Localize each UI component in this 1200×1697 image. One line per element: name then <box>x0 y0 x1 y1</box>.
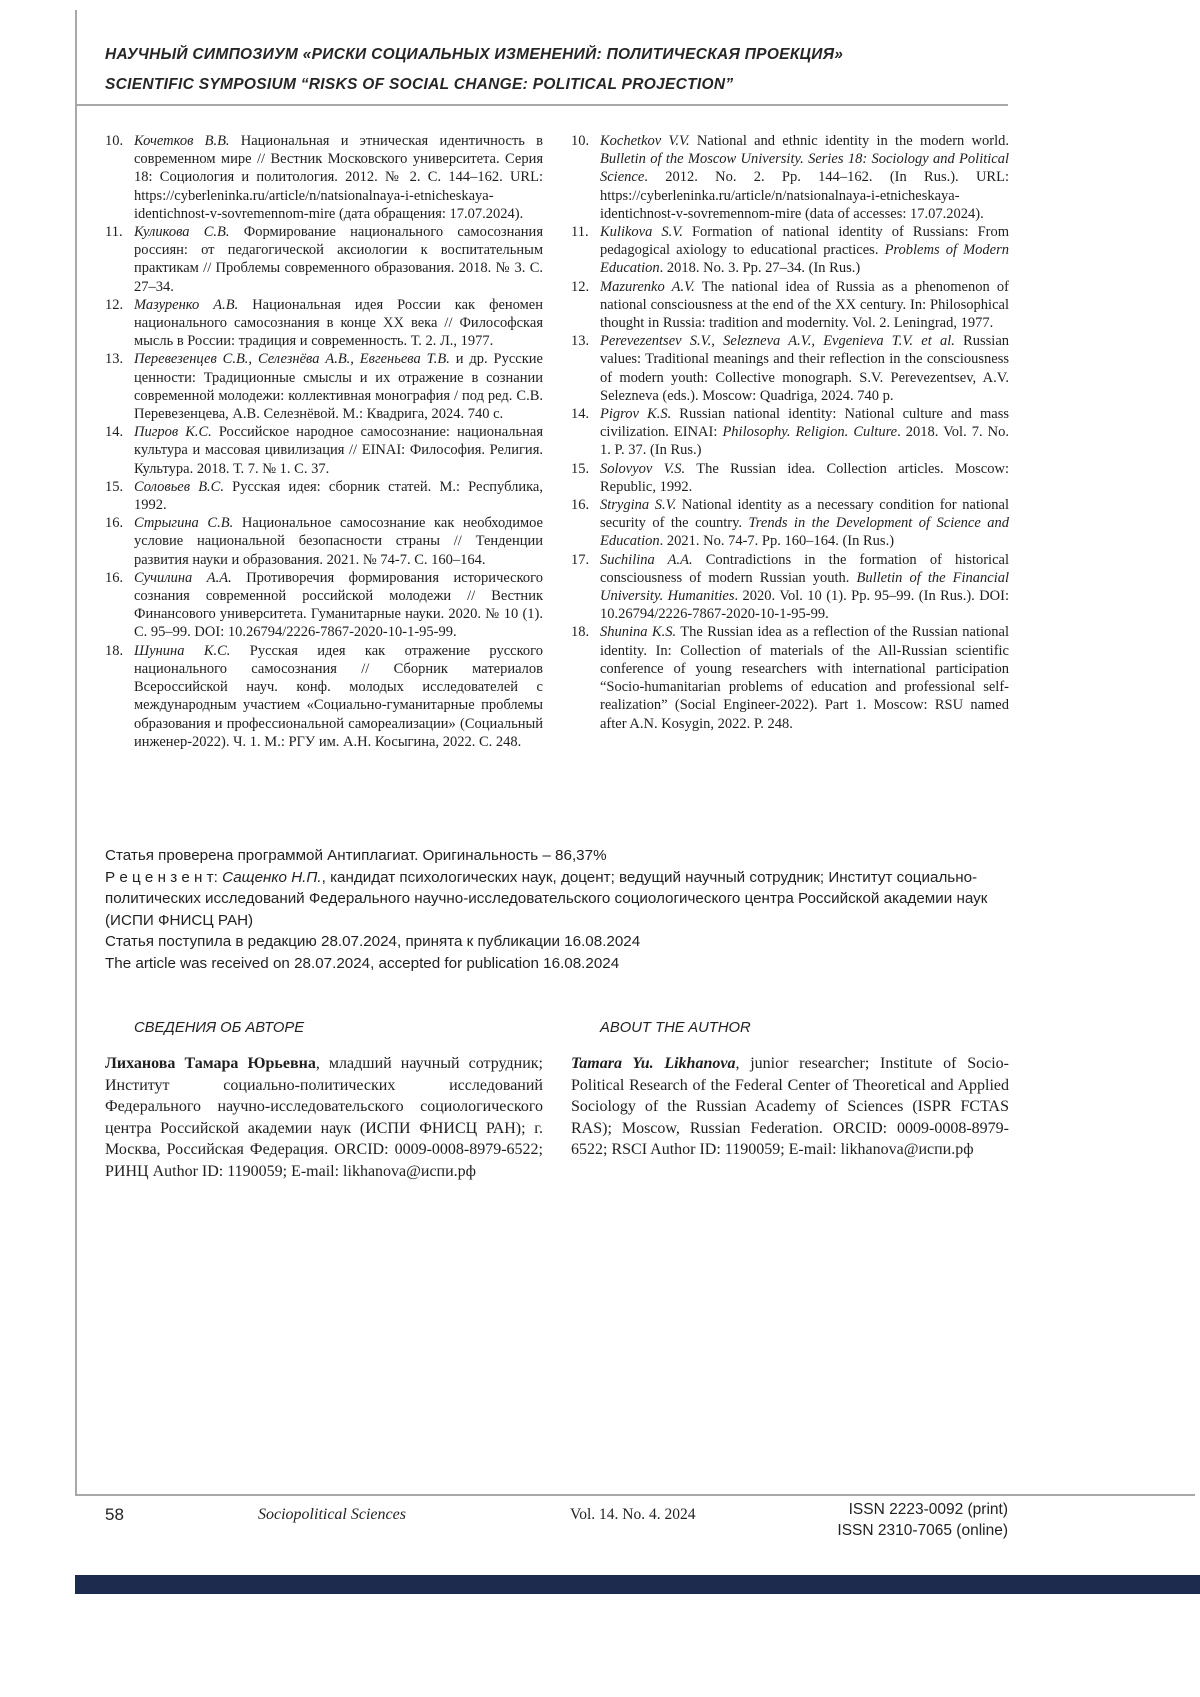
reference-number: 13. <box>571 333 590 350</box>
reference-number: 10. <box>105 133 124 149</box>
reference-item <box>105 350 543 423</box>
references-russian <box>105 132 543 751</box>
volume-issue: Vol. 14. No. 4. 2024 <box>570 1506 696 1523</box>
reference-text: Pigrov K.S. Russian national identity: National culture and mass civilization. EINAI: Philosophy. Religion. Culture. 2018. Vol. 7. No. 1. P. 37. (In Rus.) <box>600 406 1010 459</box>
reference-item <box>105 642 543 751</box>
reference-item <box>105 132 543 223</box>
reference-text: Кочетков В.В. Национальная и этническая идентичность в современном мире // Вестник Московского университета. Серия 18: Социология и политология. 2012. № 2. С. 144–162. URL: https://cyberleninka.ru/article/n/natsionalnaya-i-etnicheskaya-identichnost-v-sovremennom-mire (дата обращения: 17.07.2024). <box>134 133 543 222</box>
running-head <box>105 40 1008 100</box>
reference-item <box>105 514 543 569</box>
reference-text: Куликова С.В. Формирование национального самосознания россиян: от педагогической аксиологии к воспитательным практикам // Проблемы современного образования. 2018. № 3. С. 27–34. <box>134 224 543 295</box>
reference-number: 16. <box>105 515 124 532</box>
journal-title: Sociopolitical Sciences <box>258 1506 406 1523</box>
author-bio-en: Tamara Yu. Likhanova, junior researcher; Institute of Socio-Political Research of the Federal Center of Theoretical and Applied Sociology of the Russian Academy of Sciences (ISPR FCTAS RAS); Moscow, Russian Federation. ORCID: 0009-0008-8979-6522; RSCI Author ID: 1190059; E-mail: likhanova@испи.рф <box>571 1055 1010 1158</box>
reference-number: 15. <box>105 478 124 495</box>
footer-rule <box>75 1494 1195 1496</box>
reference-number: 17. <box>571 551 590 568</box>
article-meta <box>105 845 1009 974</box>
reference-item <box>105 569 543 642</box>
reference-number: 15. <box>571 460 590 477</box>
reference-text: Соловьев В.С. Русская идея: сборник статей. М.: Республика, 1992. <box>134 478 543 514</box>
reference-item <box>105 478 543 514</box>
about-author-heading-ru: СВЕДЕНИЯ ОБ АВТОРЕ <box>134 1020 305 1036</box>
reference-text: Mazurenko A.V. The national idea of Russia as a phenomenon of national consciousness at the end of the XX century. In: Philosophical thought in Russia: tradition and modernity. Vol. 2. Leningrad, 1977. <box>600 278 1010 332</box>
antiplagiarism-note: Статья проверена программой Антиплагиат. Оригинальность – 86,37% <box>105 847 607 864</box>
reference-number: 10. <box>571 133 590 149</box>
reference-number: 14. <box>105 424 124 441</box>
reference-number: 16. <box>105 569 124 586</box>
received-note-en: The article was received on 28.07.2024, accepted for publication 16.08.2024 <box>105 954 620 972</box>
reviewer-note: Р е ц е н з е н т: Сащенко Н.П., кандидат психологических наук, доцент; ведущий научный сотрудник; Институт социально-политических исследований Федерального научно-исследовательского социологического центра Российской академии наук (ИСПИ ФНИСЦ РАН) <box>105 868 988 929</box>
reference-item <box>571 132 1009 223</box>
reference-item <box>571 551 1009 624</box>
reference-item <box>105 423 543 478</box>
reference-number: 12. <box>105 296 124 313</box>
issn-print: ISSN 2223-0092 (print) <box>848 1501 1008 1518</box>
reference-list-section <box>105 132 1009 751</box>
symposium-title-en: SCIENTIFIC SYMPOSIUM “RISKS OF SOCIAL CHANGE: POLITICAL PROJECTION” <box>105 76 734 93</box>
about-author-ru <box>105 1020 543 1182</box>
reference-text: Стрыгина С.В. Национальное самосознание как необходимое условие национальной безопасности страны // Тенденции развития науки и образования. 2021. № 74-7. С. 160–164. <box>134 515 543 568</box>
reference-number: 16. <box>571 497 590 514</box>
issn-online: ISSN 2310-7065 (online) <box>837 1521 1008 1539</box>
about-author-heading-en: ABOUT THE AUTHOR <box>600 1020 751 1036</box>
issn-block <box>837 1500 1008 1541</box>
reference-text: Шунина К.С. Русская идея как отражение русского национального самосознания // Сборник материалов Всероссийской науч. конф. молодых исследователей с международным участием «Социально-гуманитарные проблемы образования и профессиональной самореализации» (Социальный инженер-2022). Ч. 1. М.: РГУ им. А.Н. Косыгина, 2022. С. 248. <box>134 642 544 750</box>
page-footer <box>105 1500 1008 1548</box>
reference-text: Perevezentsev S.V., Selezneva A.V., Evgenieva T.V. et al. Russian values: Traditional meanings and their reflection in the consciousness of modern youth: Collective monograph. S.V. Perevezentsev, A.V. Selezneva (eds.). Moscow: Quadriga, 2024. 740 p. <box>600 333 1010 404</box>
reference-text: Перевезенцев С.В., Селезнёва А.В., Евгеньева Т.В. и др. Русские ценности: Традиционные смыслы и их отражение в сознании современной молодежи: коллективная монография / под ред. С.В. Перевезенцева, А.В. Селезнёвой. М.: Квадрига, 2024. 740 с. <box>134 351 543 423</box>
reference-item <box>571 496 1009 551</box>
reference-number: 11. <box>105 224 123 241</box>
reference-text: Solovyov V.S. The Russian idea. Collection articles. Moscow: Republic, 1992. <box>600 460 1009 495</box>
reference-number: 18. <box>105 642 124 659</box>
reference-item <box>571 460 1009 496</box>
reference-number: 12. <box>571 278 590 295</box>
reference-text: Kochetkov V.V. National and ethnic identity in the modern world. Bulletin of the Moscow University. Series 18: Sociology and Political Science. 2012. No. 2. Pp. 144–162. (In Rus.). URL: https://cyberleninka.ru/article/n/natsionalnaya-i-etnicheskaya-identichnost-v-sovremennom-mire (data of accesses: 17.07.2024). <box>600 133 1009 222</box>
reference-text: Strygina S.V. National identity as a necessary condition for national security of the country. Trends in the Development of Science and Education. 2021. No. 74-7. Pp. 160–164. (In Rus.) <box>600 497 1010 550</box>
reference-number: 11. <box>571 224 589 241</box>
about-author-en <box>571 1020 1009 1182</box>
reference-text: Сучилина А.А. Противоречия формирования исторического сознания современной российской молодежи // Вестник Финансового университета. Гуманитарные науки. 2020. № 10 (1). С. 95–99. DOI: 10.26794/2226-7867-2020-10-1-95-99. <box>134 569 543 641</box>
reference-item <box>105 296 543 351</box>
received-note-ru: Статья поступила в редакцию 28.07.2024, принята к публикации 16.08.2024 <box>105 933 641 950</box>
reference-item <box>571 623 1009 732</box>
reference-number: 14. <box>571 406 590 423</box>
reference-text: Suchilina A.A. Contradictions in the formation of historical consciousness of modern Russian youth. Bulletin of the Financial University. Humanities. 2020. Vol. 10 (1). Pp. 95–99. (In Rus.). DOI: 10.26794/2226-7867-2020-10-1-95-99. <box>600 551 1010 623</box>
reference-item <box>105 223 543 296</box>
header-rule <box>75 104 1008 106</box>
reference-number: 18. <box>571 624 590 641</box>
reference-text: Пигров К.С. Российское народное самосознание: национальная культура и массовая цивилизация // EINAI: Философия. Религия. Культура. 2018. Т. 7. № 1. С. 37. <box>134 424 543 477</box>
reference-text: Kulikova S.V. Formation of national identity of Russians: From pedagogical axiology to educational practices. Problems of Modern Education. 2018. No. 3. Pp. 27–34. (In Rus.) <box>600 224 1010 277</box>
left-margin-rule <box>75 10 77 1494</box>
reference-item <box>571 405 1009 460</box>
reference-item <box>571 278 1009 333</box>
footer-accent-bar <box>75 1575 1200 1594</box>
author-bio-ru: Лиханова Тамара Юрьевна, младший научный сотрудник; Институт социально-политических исследований Федерального научно-исследовательского социологического центра Российской академии наук (ИСПИ ФНИСЦ РАН); г. Москва, Российская Федерация. ORCID: 0009-0008-8979-6522; РИНЦ Author ID: 1190059; E-mail: likhanova@испи.рф <box>105 1055 543 1180</box>
page-number: 58 <box>105 1505 124 1524</box>
reference-text: Мазуренко А.В. Национальная идея России как феномен национального самосознания в конце XX века // Философская мысль в России: традиция и современность. Т. 2. Л., 1977. <box>134 296 544 350</box>
reference-item <box>571 332 1009 405</box>
symposium-title-ru: НАУЧНЫЙ СИМПОЗИУМ «РИСКИ СОЦИАЛЬНЫХ ИЗМЕНЕНИЙ: ПОЛИТИЧЕСКАЯ ПРОЕКЦИЯ» <box>105 46 844 63</box>
reference-item <box>571 223 1009 278</box>
about-author-section <box>105 1020 1009 1182</box>
references-english <box>571 132 1009 751</box>
reference-number: 13. <box>105 351 124 368</box>
reference-text: Shunina K.S. The Russian idea as a reflection of the Russian national identity. In: Collection of materials of the All-Russian scientific conference of young researchers with international participation “Socio-humanitarian problems of education and professional self-realization” (Social Engineer-2022). Part 1. Moscow: RSU named after A.N. Kosygin, 2022. P. 248. <box>600 624 1009 732</box>
